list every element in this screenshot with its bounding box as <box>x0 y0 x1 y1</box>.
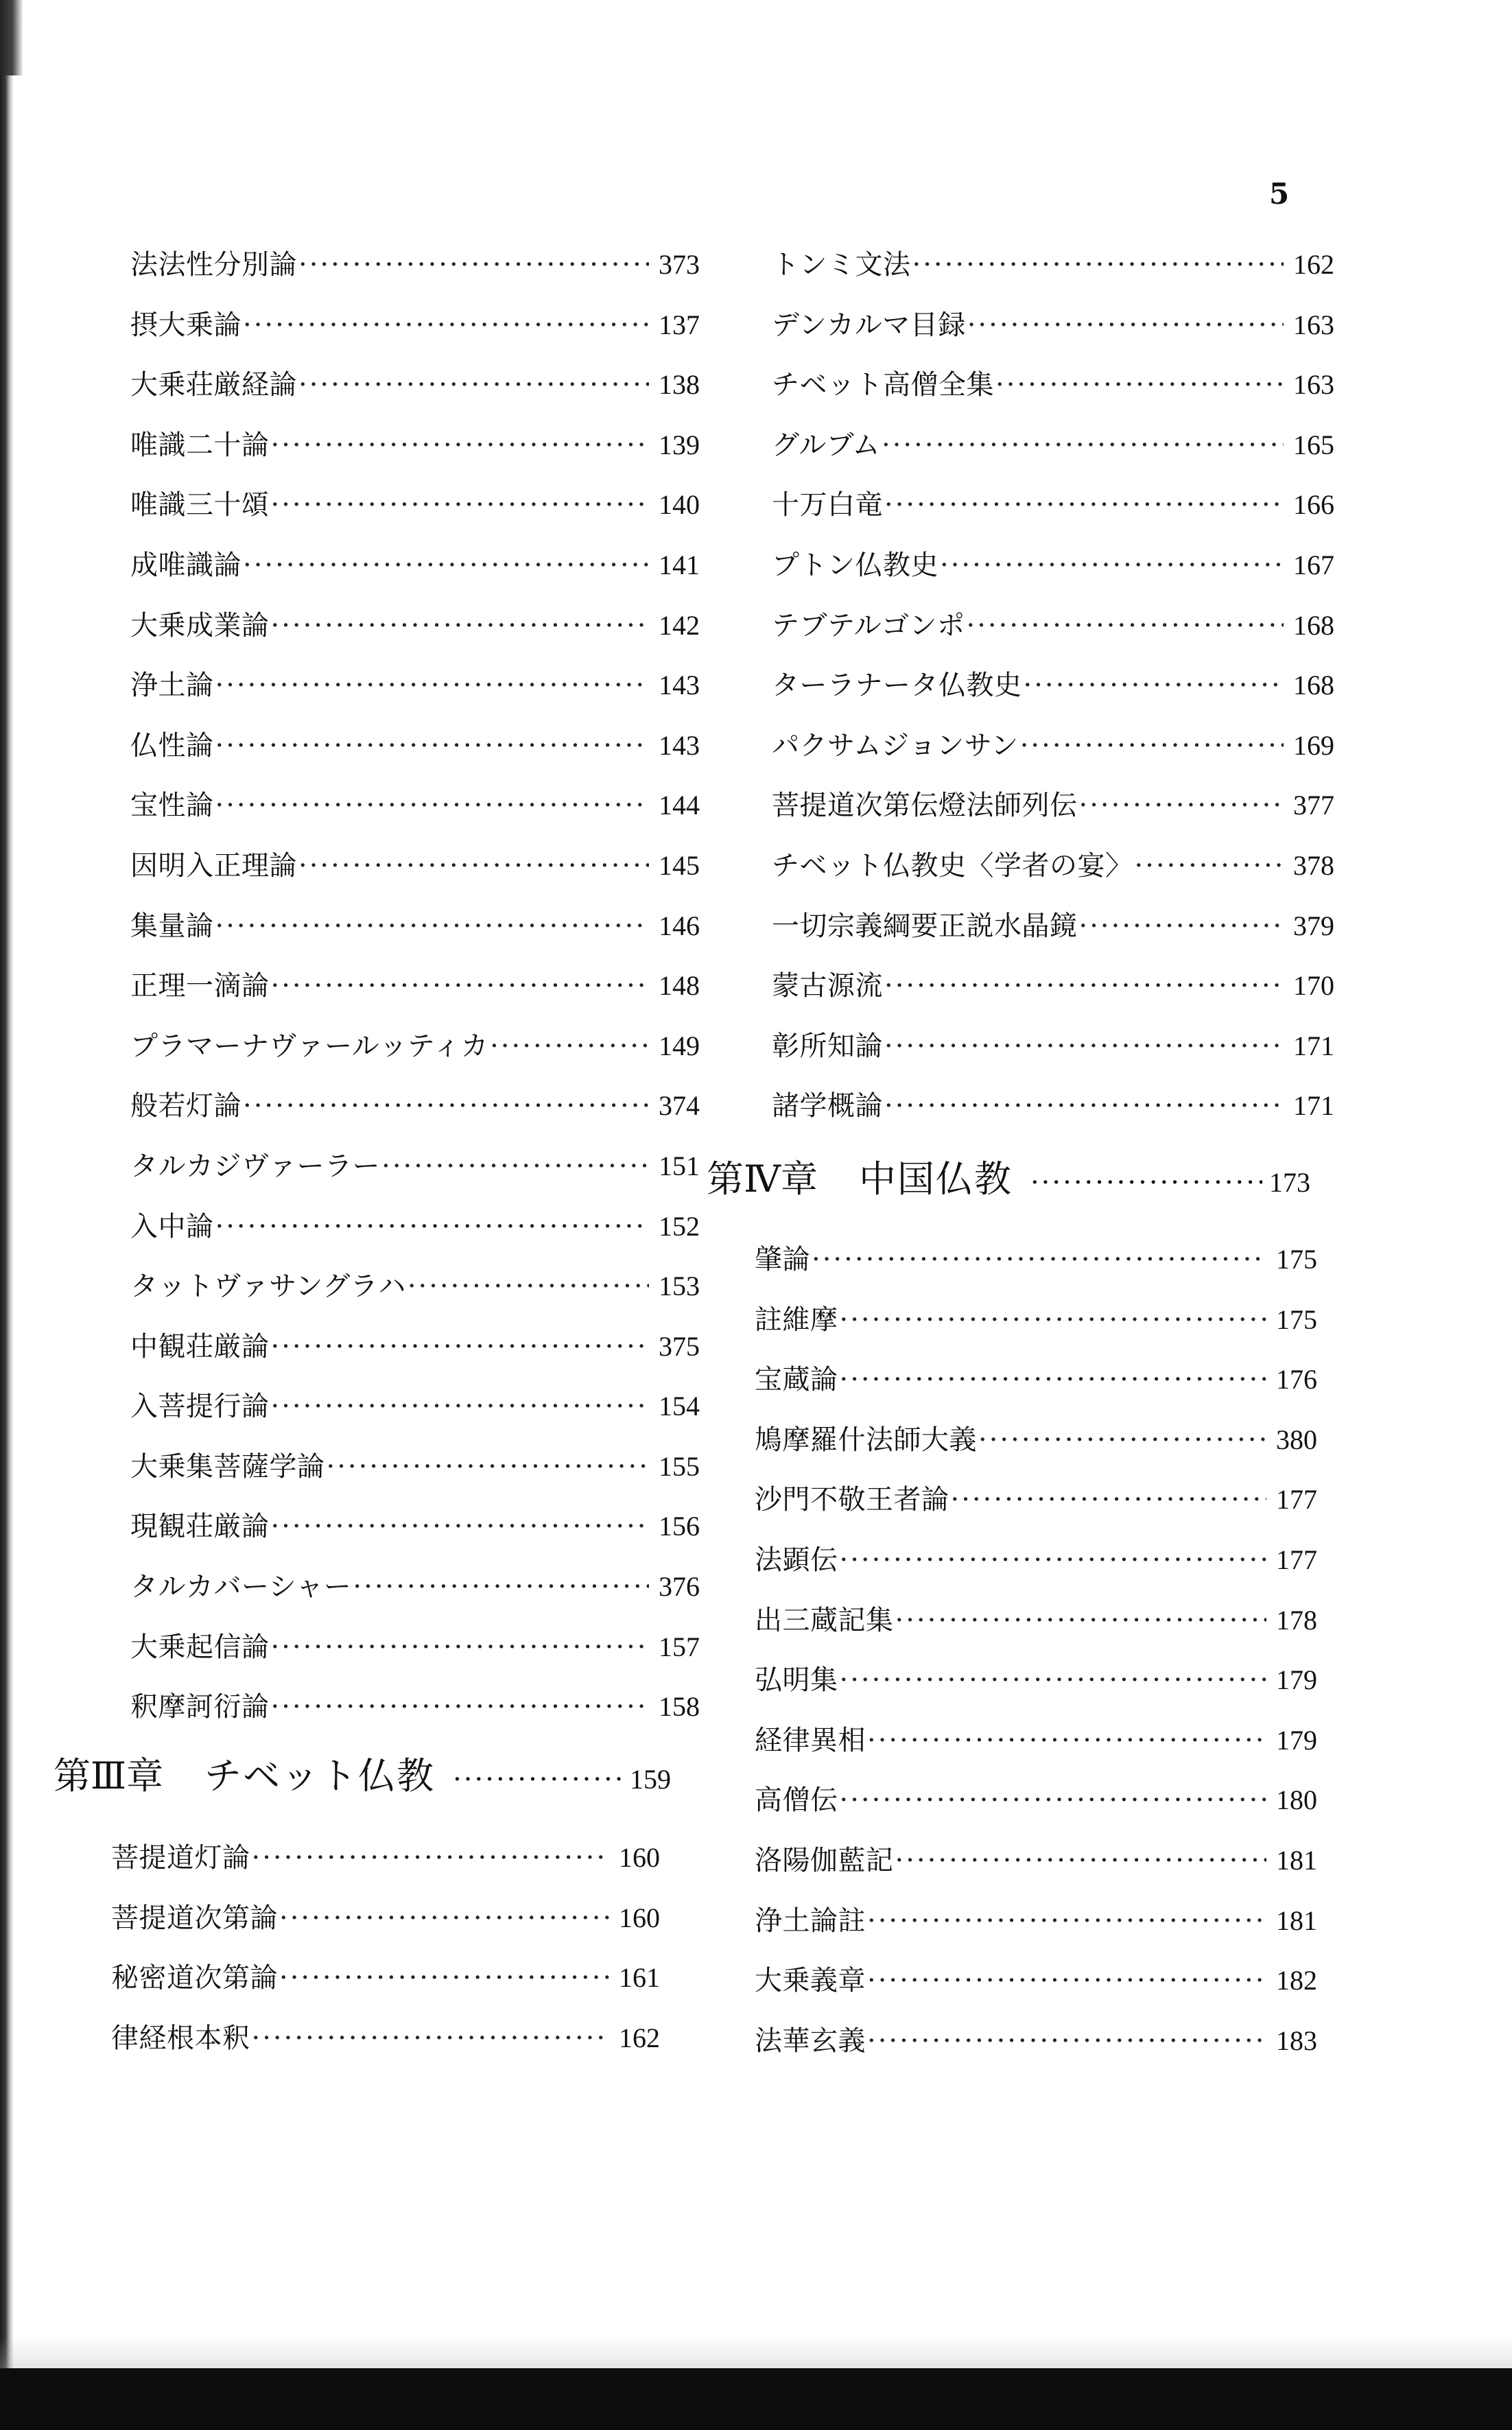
toc-entry-title: 一切宗義綱要正説水晶鏡 <box>772 910 1078 942</box>
toc-entry <box>130 956 700 1016</box>
leader-dots <box>381 1137 649 1197</box>
right-toc-list-b <box>755 1229 1317 2071</box>
leader-dots <box>215 776 650 836</box>
toc-entry-page-number: 167 <box>1293 549 1334 580</box>
toc-entry-title: 入中論 <box>130 1210 214 1242</box>
toc-entry-page-number: 139 <box>659 429 700 460</box>
toc-entry-title: 菩提道次第伝燈法師列伝 <box>772 790 1078 822</box>
toc-entry <box>130 1136 700 1196</box>
toc-entry-page-number: 154 <box>659 1391 700 1422</box>
toc-entry <box>130 235 700 295</box>
toc-entry <box>111 1948 660 2008</box>
toc-entry <box>772 775 1334 836</box>
leader-dots <box>840 1531 1267 1591</box>
toc-entry <box>130 355 700 415</box>
toc-entry-title: 大乗成業論 <box>130 609 270 641</box>
toc-entry-title: 仏性論 <box>130 729 214 762</box>
toc-entry <box>772 1076 1334 1136</box>
toc-entry <box>130 836 700 896</box>
toc-entry <box>130 1496 700 1557</box>
toc-entry-page-number: 140 <box>659 489 700 521</box>
leader-dots <box>298 355 649 416</box>
toc-entry-title: 現観荘厳論 <box>130 1511 270 1543</box>
leader-dots <box>243 536 649 596</box>
toc-entry-title: 高僧伝 <box>755 1784 838 1817</box>
toc-entry-page-number: 148 <box>659 970 700 1002</box>
toc-entry-title: チベット高僧全集 <box>772 369 994 401</box>
toc-entry <box>130 1376 700 1437</box>
toc-entry-title: タルカバーシャー <box>130 1571 352 1603</box>
leader-dots <box>490 1017 649 1077</box>
toc-entry-title: パクサムジョンサン <box>772 729 1019 762</box>
toc-entry-title: 註維摩 <box>755 1304 838 1336</box>
toc-entry <box>130 1076 700 1136</box>
toc-entry-title: 浄土論 <box>130 670 214 702</box>
toc-entry <box>772 295 1334 355</box>
toc-entry-page-number: 151 <box>659 1150 700 1181</box>
toc-entry-title: 浄土論註 <box>755 1904 866 1937</box>
leader-dots <box>995 355 1284 416</box>
toc-entry-title: 出三蔵記集 <box>755 1604 894 1636</box>
toc-entry-title: 法顕伝 <box>755 1544 838 1576</box>
toc-entry-page-number: 376 <box>659 1571 700 1603</box>
leader-dots <box>279 1948 609 2009</box>
leader-dots <box>867 1711 1266 1771</box>
leader-dots <box>1079 897 1284 957</box>
chapter-heading-3 <box>54 1747 671 1800</box>
toc-entry-page-number: 161 <box>619 1962 660 1994</box>
toc-entry-title: 彰所知論 <box>772 1030 883 1062</box>
leader-dots <box>867 2012 1266 2072</box>
leader-dots <box>840 1350 1267 1411</box>
toc-entry-title: 唯識三十頌 <box>130 489 270 521</box>
toc-entry-page-number: 143 <box>659 670 700 701</box>
toc-entry-title: 正理一滴論 <box>130 970 270 1002</box>
toc-entry <box>772 716 1334 776</box>
toc-entry-page-number: 162 <box>619 2022 660 2053</box>
toc-entry-page-number: 158 <box>659 1691 700 1723</box>
toc-entry-page-number: 142 <box>659 609 700 641</box>
leader-dots <box>298 836 649 897</box>
toc-entry-page-number: 138 <box>659 369 700 401</box>
toc-entry-page-number: 141 <box>659 549 700 580</box>
leader-dots <box>243 1076 649 1137</box>
toc-entry <box>755 1410 1317 1470</box>
toc-entry-page-number: 176 <box>1276 1364 1317 1395</box>
toc-entry-page-number: 379 <box>1293 910 1334 941</box>
toc-entry-title: 洛陽伽藍記 <box>755 1844 894 1876</box>
toc-entry-page-number: 178 <box>1276 1604 1317 1636</box>
toc-entry-page-number: 179 <box>1276 1724 1317 1756</box>
toc-entry <box>772 595 1334 656</box>
toc-entry <box>130 716 700 776</box>
leader-dots <box>407 1257 649 1317</box>
toc-entry-title: 経律異相 <box>755 1724 866 1756</box>
toc-entry <box>772 235 1334 295</box>
toc-entry <box>111 1888 660 1948</box>
toc-entry-page-number: 177 <box>1276 1484 1317 1515</box>
toc-entry <box>130 1677 700 1737</box>
leader-dots <box>840 1290 1267 1351</box>
toc-entry-title: 大乗義章 <box>755 1965 866 1997</box>
scan-left-corner-shadow <box>0 0 23 75</box>
leader-dots <box>279 1889 609 1949</box>
toc-entry <box>772 896 1334 956</box>
toc-entry <box>130 295 700 355</box>
toc-entry-page-number: 145 <box>659 849 700 881</box>
leader-dots <box>895 1831 1267 1891</box>
toc-entry <box>130 1437 700 1497</box>
toc-entry-page-number: 162 <box>1293 249 1334 280</box>
chapter-heading-4 <box>707 1150 1310 1203</box>
toc-entry-page-number: 146 <box>659 910 700 941</box>
leader-dots <box>867 1891 1266 1952</box>
toc-entry-page-number: 168 <box>1293 609 1334 641</box>
leader-dots <box>271 1677 650 1738</box>
toc-entry <box>755 1470 1317 1530</box>
toc-entry-page-number: 165 <box>1293 429 1334 460</box>
leader-dots <box>884 1017 1284 1077</box>
chapter-page-number: 159 <box>630 1764 671 1795</box>
leader-dots <box>882 416 1284 476</box>
leader-dots <box>867 1951 1266 2012</box>
leader-dots <box>215 656 650 716</box>
toc-entry-page-number: 170 <box>1293 970 1334 1002</box>
toc-entry-page-number: 181 <box>1276 1844 1317 1876</box>
toc-entry <box>755 1950 1317 2011</box>
toc-entry <box>130 1617 700 1677</box>
toc-entry-page-number: 163 <box>1293 309 1334 340</box>
toc-entry-title: 宝性論 <box>130 790 214 822</box>
leader-dots <box>453 1764 623 1795</box>
toc-entry-title: 諸学概論 <box>772 1090 883 1122</box>
toc-entry-title: 菩提道次第論 <box>111 1902 278 1934</box>
toc-entry <box>130 1317 700 1377</box>
toc-entry <box>755 1290 1317 1350</box>
toc-entry <box>130 896 700 956</box>
toc-entry-title: 十万白竜 <box>772 489 883 521</box>
toc-entry-page-number: 377 <box>1293 790 1334 821</box>
leader-dots <box>951 1470 1267 1531</box>
toc-entry-title: 菩提道灯論 <box>111 1842 250 1874</box>
toc-entry <box>755 2011 1317 2071</box>
toc-entry-title: 弘明集 <box>755 1664 838 1697</box>
leader-dots <box>840 1651 1267 1711</box>
toc-entry-title: チベット仏教史〈学者の宴〉 <box>772 849 1133 882</box>
leader-dots <box>252 1828 610 1889</box>
toc-entry-page-number: 171 <box>1293 1090 1334 1122</box>
toc-entry-title: 法華玄義 <box>755 2025 866 2057</box>
toc-entry-page-number: 144 <box>659 790 700 821</box>
chapter-label: 第Ⅲ章 <box>54 1754 164 1797</box>
leader-dots <box>271 475 650 536</box>
scan-bottom-border <box>0 2368 1512 2430</box>
toc-entry <box>772 956 1334 1016</box>
right-column <box>707 235 1334 2057</box>
toc-entry <box>130 475 700 535</box>
leader-dots <box>1079 776 1284 836</box>
toc-entry <box>130 655 700 716</box>
leader-dots <box>271 1377 650 1437</box>
leader-dots <box>271 1317 650 1378</box>
toc-entry <box>772 535 1334 595</box>
leader-dots <box>1135 836 1284 897</box>
toc-entry <box>111 1828 660 1888</box>
toc-entry-page-number: 155 <box>659 1450 700 1482</box>
toc-entry-page-number: 378 <box>1293 849 1334 881</box>
toc-entry-title: 入菩提行論 <box>130 1391 270 1423</box>
toc-entry-page-number: 181 <box>1276 1904 1317 1936</box>
toc-entry <box>755 1830 1317 1891</box>
toc-entry-title: プトン仏教史 <box>772 549 938 581</box>
leader-dots <box>978 1411 1266 1471</box>
page-number: 5 <box>1269 177 1290 211</box>
toc-entry-page-number: 375 <box>659 1330 700 1362</box>
toc-entry <box>755 1770 1317 1830</box>
toc-entry-title: ターラナータ仏教史 <box>772 670 1022 702</box>
toc-entry-title: 大乗荘厳経論 <box>130 369 297 401</box>
toc-entry <box>755 1650 1317 1710</box>
leader-dots <box>353 1557 649 1618</box>
toc-entry-title: 肇論 <box>755 1244 810 1275</box>
toc-entry-title: 蒙古源流 <box>772 970 883 1002</box>
leader-dots <box>884 475 1284 536</box>
leader-dots <box>252 2009 610 2069</box>
leader-dots <box>298 235 649 296</box>
toc-entry <box>130 595 700 656</box>
toc-entry <box>755 1530 1317 1590</box>
leader-dots <box>940 536 1284 596</box>
chapter-name: 中国仏教 <box>858 1157 1013 1201</box>
toc-entry <box>755 1710 1317 1771</box>
toc-entry <box>130 1016 700 1076</box>
right-toc-list-a <box>772 235 1334 1136</box>
toc-entry-page-number: 180 <box>1276 1784 1317 1816</box>
toc-entry-title: 唯識二十論 <box>130 429 270 461</box>
leader-dots <box>215 716 650 777</box>
toc-entry <box>130 535 700 595</box>
toc-entry-title: 因明入正理論 <box>130 849 297 882</box>
leader-dots <box>967 596 1284 657</box>
scan-bottom-fade <box>0 2336 1512 2370</box>
toc-entry-title: テブテルゴンポ <box>772 609 965 641</box>
leader-dots <box>215 897 650 957</box>
toc-entry <box>772 475 1334 535</box>
leader-dots <box>895 1591 1267 1651</box>
toc-entry-title: タルカジヴァーラー <box>130 1150 381 1182</box>
toc-entry <box>772 836 1334 896</box>
toc-entry-title: 中観荘厳論 <box>130 1330 270 1363</box>
toc-entry <box>130 1196 700 1257</box>
toc-entry <box>755 1349 1317 1410</box>
toc-entry-title: 摂大乗論 <box>130 309 241 341</box>
toc-entry-title: 般若灯論 <box>130 1090 241 1122</box>
left-toc-list-a <box>130 235 700 1737</box>
toc-entry-title: 大乗起信論 <box>130 1631 270 1663</box>
leader-dots <box>271 1618 650 1678</box>
toc-entry <box>772 655 1334 716</box>
leader-dots <box>884 1076 1284 1137</box>
toc-entry <box>130 1256 700 1317</box>
toc-entry-page-number: 175 <box>1276 1304 1317 1335</box>
toc-entry-title: 大乗集菩薩学論 <box>130 1450 325 1483</box>
leader-dots <box>215 1197 650 1258</box>
toc-entry <box>755 1891 1317 1951</box>
leader-dots <box>271 416 650 476</box>
toc-entry-title: 集量論 <box>130 910 214 942</box>
chapter-label: 第Ⅳ章 <box>707 1157 818 1201</box>
toc-entry-page-number: 152 <box>659 1210 700 1242</box>
toc-entry-title: 沙門不敬王者論 <box>755 1484 949 1516</box>
toc-entry-title: 釈摩訶衍論 <box>130 1691 270 1723</box>
chapter-name: チベット仏教 <box>204 1754 436 1797</box>
toc-entry-page-number: 169 <box>1293 729 1334 761</box>
toc-entry <box>130 1557 700 1617</box>
toc-entry <box>772 355 1334 415</box>
toc-entry-page-number: 153 <box>659 1271 700 1302</box>
toc-entry-page-number: 179 <box>1276 1664 1317 1696</box>
toc-entry-page-number: 137 <box>659 309 700 340</box>
leader-dots <box>271 956 650 1017</box>
leader-dots <box>1030 1167 1262 1199</box>
toc-entry <box>111 2008 660 2068</box>
toc-entry-title: 秘密道次第論 <box>111 1962 278 1994</box>
toc-entry-page-number: 163 <box>1293 369 1334 401</box>
leader-dots <box>271 596 650 657</box>
toc-entry <box>772 415 1334 475</box>
leader-dots <box>884 956 1284 1017</box>
toc-entry-title: デンカルマ目録 <box>772 309 966 341</box>
toc-entry-title: タットヴァサングラハ <box>130 1271 406 1303</box>
toc-entry-page-number: 374 <box>659 1090 700 1122</box>
chapter-page-number: 173 <box>1269 1167 1310 1198</box>
toc-entry-page-number: 157 <box>659 1631 700 1662</box>
toc-entry-page-number: 168 <box>1293 670 1334 701</box>
toc-entry-page-number: 177 <box>1276 1544 1317 1575</box>
left-column <box>54 235 700 2054</box>
toc-entry <box>755 1590 1317 1651</box>
toc-entry-page-number: 143 <box>659 729 700 761</box>
toc-entry-page-number: 160 <box>619 1902 660 1933</box>
toc-entry-title: トンミ文法 <box>772 249 911 281</box>
toc-entry-title: 宝蔵論 <box>755 1364 838 1396</box>
toc-entry-title: 成唯識論 <box>130 549 241 581</box>
toc-entry-page-number: 171 <box>1293 1030 1334 1061</box>
toc-entry-title: 鳩摩羅什法師大義 <box>755 1424 977 1456</box>
leader-dots <box>912 235 1284 296</box>
toc-entry-page-number: 182 <box>1276 1965 1317 1996</box>
scan-left-edge-shadow <box>0 0 14 2430</box>
leader-dots <box>327 1437 650 1498</box>
toc-entry-page-number: 373 <box>659 249 700 280</box>
leader-dots <box>967 296 1284 356</box>
toc-entry-page-number: 175 <box>1276 1244 1317 1275</box>
leader-dots <box>840 1771 1267 1831</box>
toc-entry <box>755 1229 1317 1290</box>
toc-entry-title: 法法性分別論 <box>130 249 297 281</box>
toc-entry <box>772 1016 1334 1076</box>
toc-entry-page-number: 160 <box>619 1842 660 1873</box>
toc-entry-title: 律経根本釈 <box>111 2022 250 2054</box>
toc-entry-title: プラマーナヴァールッティカ <box>130 1030 489 1062</box>
leader-dots <box>1020 716 1284 777</box>
toc-entry-page-number: 380 <box>1276 1424 1317 1455</box>
toc-entry <box>130 775 700 836</box>
toc-entry-title: グルブム <box>772 429 880 461</box>
leader-dots <box>271 1497 650 1557</box>
toc-entry-page-number: 156 <box>659 1511 700 1542</box>
leader-dots <box>243 296 649 356</box>
toc-entry-page-number: 183 <box>1276 2025 1317 2056</box>
leader-dots <box>812 1230 1266 1290</box>
toc-entry-page-number: 166 <box>1293 489 1334 521</box>
left-toc-list-b <box>111 1828 660 2068</box>
leader-dots <box>1024 656 1284 716</box>
toc-entry <box>130 415 700 475</box>
toc-entry-page-number: 149 <box>659 1030 700 1061</box>
